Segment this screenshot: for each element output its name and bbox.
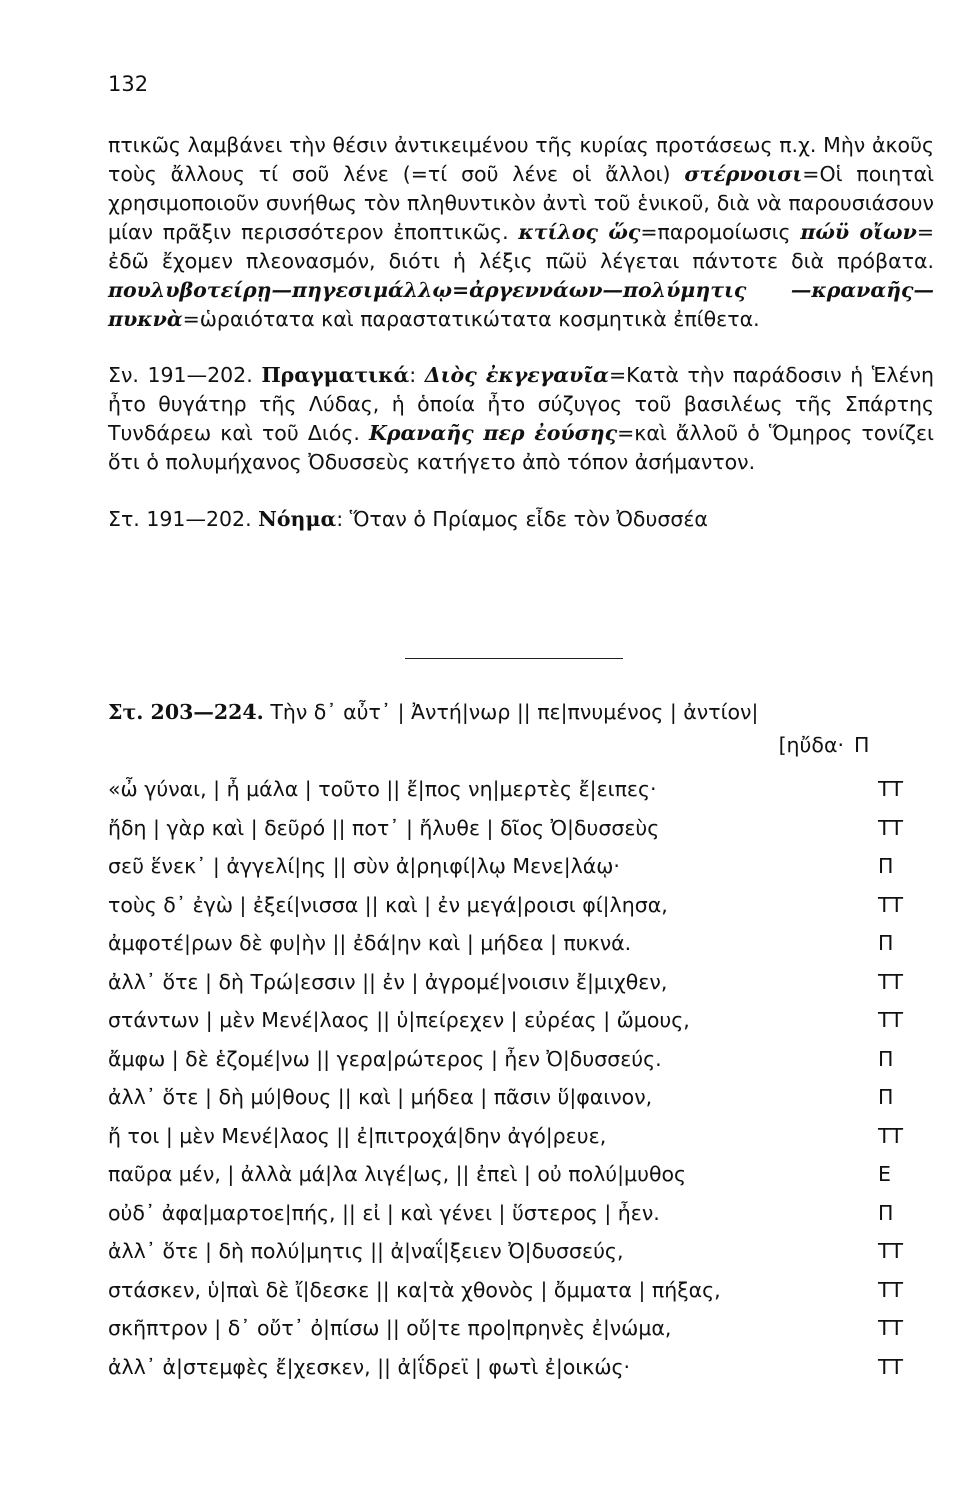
verse-text: ἄμφω | δὲ ἑζομέ|νω || γερα|ρώτερος | ἦεν Ὀ|δυσσεύς.	[108, 1046, 662, 1071]
meter-annotation: Π	[878, 1046, 894, 1071]
verse-line	[108, 1008, 904, 1047]
text-run: =Κατὰ τὴν παράδοσιν ἡ Ἑλένη ἦτο θυγάτηρ τῆς Λύδας, ἡ ὁποία ἦτο σύζυγος τοῦ βασιλέως τῆς Σπάρτης Τυνδάρεω καὶ τοῦ Διός.	[108, 363, 934, 445]
verse-line	[108, 777, 904, 816]
meter-annotation: Π	[878, 854, 894, 878]
verse-line	[108, 1354, 904, 1394]
text-run: : Ὅταν ὁ Πρίαμος εἶδε τὸν Ὀδυσσέα	[336, 507, 708, 531]
text-run: =παρομοίωσις	[640, 220, 801, 244]
verse-line	[108, 969, 904, 1009]
meter-annotation: Π	[878, 1085, 894, 1109]
verse-line	[108, 931, 898, 970]
meter-annotation: ΤΤ	[878, 1239, 904, 1263]
verse-line	[108, 1277, 904, 1317]
verse-line	[108, 1316, 904, 1355]
text-run: =ὡραιότατα καὶ παραστατικώτατα κοσμητικὰ ἐπίθετα.	[182, 307, 760, 331]
meter-annotation: ΤΤ	[878, 969, 904, 994]
meter-annotation: ΤΤ	[878, 815, 904, 840]
meter-annotation: Π	[854, 733, 870, 757]
verse-text: οὐδ᾿ ἀφα|μαρτοε|πής, || εἰ | καὶ γένει | ὕστερος | ἦεν.	[108, 1200, 660, 1225]
lemma: πουλυβοτείρῃ—πηγεσιμάλλῳ=ἀργεννάων—πολύμητις —κραναῆς—πυκνὰ	[108, 278, 934, 331]
verse-text: ἀμφοτέ|ρων δὲ φυ|ὴν || ἐδά|ην καὶ | μήδεα | πυκνά.	[108, 931, 632, 955]
verse-line	[108, 1123, 904, 1163]
verse-text: στάσκεν, ὑ|παὶ δὲ ἴ|δεσκε || κα|τὰ χθονὸς | ὄμματα | πήξας,	[108, 1277, 721, 1302]
verse-list	[108, 777, 904, 1393]
text-run: Σν. 191—202.	[108, 363, 262, 387]
meter-annotation: ΤΤ	[878, 777, 904, 801]
verse-text: ἤδη | γὰρ καὶ | δεῦρό || ποτ᾿ | ἤλυθε | δῖος Ὀ|δυσσεὺς	[108, 815, 660, 840]
meter-annotation: ΤΤ	[878, 1277, 904, 1302]
verse-text: τοὺς δ᾿ ἐγὼ | ἐξεί|νισσα || καὶ | ἐν μεγά|ροισι φί|λησα,	[108, 892, 668, 917]
verse-line	[108, 1085, 898, 1124]
verse-continuation-text: [ηὔδα·	[778, 733, 844, 757]
verse-text: «ὦ γύναι, | ἦ μάλα | τοῦτο || ἔ|πος νη|μερτὲς ἔ|ειπες·	[108, 777, 657, 801]
page-number: 132	[108, 72, 149, 96]
meter-annotation: ΤΤ	[878, 1008, 904, 1032]
section-heading: Νόημα	[258, 507, 337, 531]
verse-text: ἀλλ᾿ ἀ|στεμφὲς ἔ|χεσκεν, || ἀ|ΐδρεϊ | φωτὶ ἐ|οικώς·	[108, 1354, 631, 1379]
verse-text: ἀλλ᾿ ὅτε | δὴ Τρώ|εσσιν || ἐν | ἀγρομέ|νοισιν ἔ|μιχθεν,	[108, 969, 668, 994]
verse-line	[108, 1162, 898, 1201]
verse-line	[108, 854, 898, 893]
meter-annotation: ΤΤ	[878, 892, 904, 917]
text-run: :	[409, 363, 425, 387]
meter-annotation: ΤΤ	[878, 1354, 904, 1379]
commentary-block	[108, 131, 934, 534]
commentary-paragraph-3	[108, 505, 934, 534]
commentary-paragraph-2	[108, 361, 934, 477]
verse-text: παῦρα μέν, | ἀλλὰ μά|λα λιγέ|ως, || ἐπεὶ | οὐ πολύ|μυθος	[108, 1162, 687, 1186]
section-heading: Πραγματικά	[261, 363, 410, 387]
verse-text: σκῆπτρον | δ᾿ οὔτ᾿ ὀ|πίσω || οὔ|τε προ|πρηνὲς ἐ|νώμα,	[108, 1316, 672, 1340]
verse-first-line: Τὴν δ᾿ αὖτ᾿ | Ἀντή|νωρ || πε|πνυμένος | ἀντίον|	[263, 700, 759, 724]
text-run: =καὶ ἄλλοῦ ὁ Ὅμηρος τονίζει ὅτι ὁ πολυμήχανος Ὀδυσσεὺς κατήγετο ἀπὸ τόπον ἀσήμαντον.	[108, 421, 934, 474]
meter-annotation: Π	[878, 931, 894, 955]
verse-text: ἤ τοι | μὲν Μενέ|λαος || ἐ|πιτροχά|δην ἀγό|ρευε,	[108, 1123, 607, 1148]
text-run: = ἐδῶ ἔχομεν πλεονασμόν, διότι ἡ λέξις πῶϋ λέγεται πάντοτε διὰ πρόβατα.	[108, 220, 934, 273]
verse-text: στάντων | μὲν Μενέ|λαος || ὑ|πείρεχεν | εὐρέας | ὤμους,	[108, 1008, 690, 1032]
meter-annotation: Ε	[878, 1162, 891, 1186]
meter-annotation: ΤΤ	[878, 1123, 904, 1148]
verse-line	[108, 1239, 904, 1278]
verse-range-label: Στ. 203—224.	[108, 700, 264, 724]
meter-annotation: ΤΤ	[878, 1316, 904, 1340]
verse-line	[108, 1047, 898, 1086]
lemma: πώϋ οἴων	[800, 220, 917, 244]
verse-text: ἀλλ᾿ ὅτε | δὴ μύ|θους || καὶ | μήδεα | πᾶσιν ὕ|φαινον,	[108, 1085, 653, 1109]
text-run: Στ. 191—202.	[108, 507, 259, 531]
verse-continuation	[592, 733, 892, 757]
commentary-paragraph-1	[108, 131, 934, 334]
lemma: Κραναῆς περ ἐούσης	[369, 421, 618, 445]
verse-text: σεῦ ἕνεκ᾿ | ἀγγελί|ης || σὺν ἀ|ρηιφί|λῳ Μενε|λάῳ·	[108, 854, 620, 878]
text-run: πτικῶς λαμβάνει τὴν θέσιν ἀντικειμένου τῆς κυρίας προτάσεως π.χ. Μὴν ἀκοῦς τοὺς ἄλλους τί σοῦ λένε (=τί σοῦ λένε οἱ ἄλλοι)	[108, 133, 934, 186]
verse-line	[108, 892, 904, 932]
lemma: Διὸς ἐκγεγαυῖα	[424, 363, 609, 387]
verse-text: ἀλλ᾿ ὅτε | δὴ πολύ|μητις || ἀ|ναΐ|ξειεν Ὀ|δυσσεύς,	[108, 1239, 624, 1263]
verse-line	[108, 1201, 898, 1240]
text-run: =Οἱ ποιηταὶ χρησιμοποιοῦν συνήθως τὸν πληθυντικὸν ἀντὶ τοῦ ἑνικοῦ, διὰ νὰ παρουσιάσουν μίαν πρᾶξιν περισσότερον ἐποπτικῶς.	[108, 162, 935, 244]
section-divider	[405, 658, 623, 659]
meter-annotation: Π	[878, 1200, 894, 1225]
verse-line	[108, 815, 904, 855]
verse-section-heading	[108, 700, 934, 724]
lemma: κτίλος ὥς	[518, 220, 641, 244]
lemma: στέρνοισι	[684, 162, 803, 186]
